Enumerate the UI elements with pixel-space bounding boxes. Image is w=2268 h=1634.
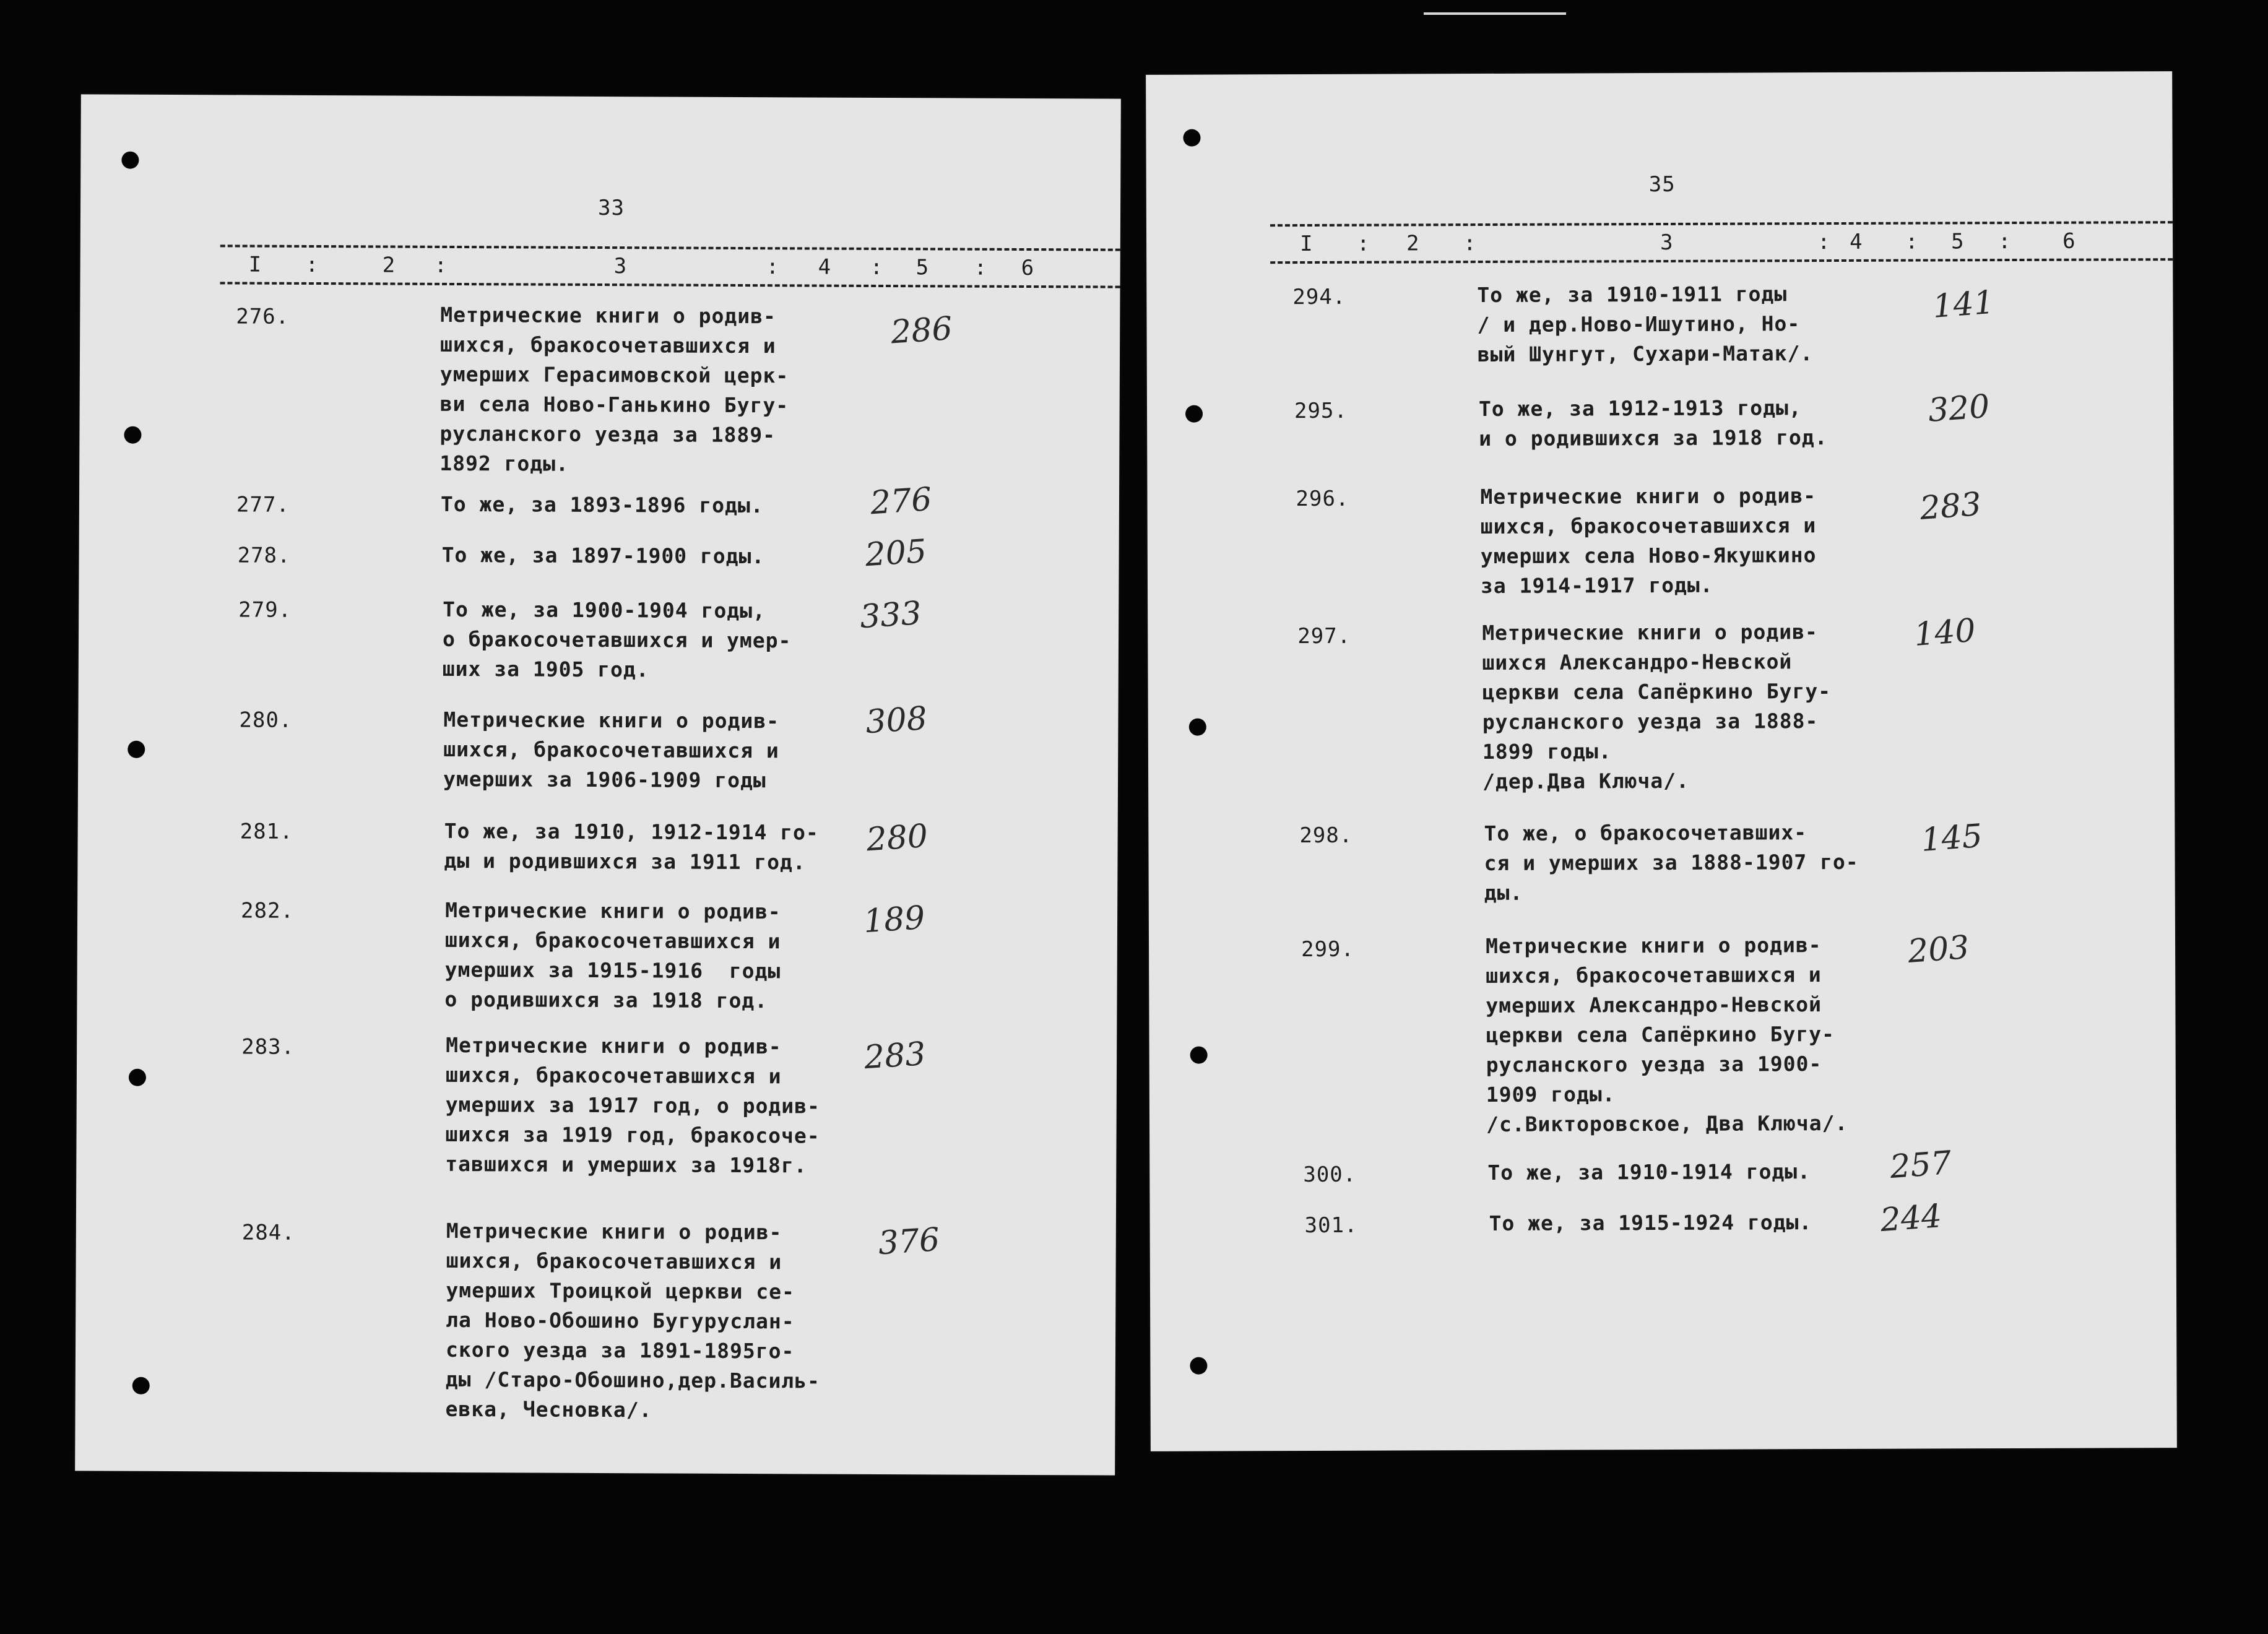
column-header	[80, 240, 1120, 300]
entry-sheet-count: 333	[859, 594, 923, 636]
punch-hole	[1190, 1357, 1207, 1375]
punch-hole	[1183, 129, 1200, 147]
entry-description: Метрические книги о родив- шихся, бракосочетавшихся и умерших села Ново-Якушкино за 1914-1917 годы.	[1480, 483, 1817, 599]
entry-description: То же, за 1910-1914 годы.	[1487, 1159, 1811, 1185]
entry-number: 284.	[241, 1220, 295, 1245]
header-top-rule	[220, 244, 1120, 251]
entry-sheet-count: 283	[863, 1035, 927, 1077]
column-label-6: 6	[1021, 255, 1034, 281]
entry-sheet-count: 140	[1913, 612, 1977, 654]
entry-sheet-count: 286	[889, 310, 954, 352]
entry-description: Метрические книги о родив- шихся, бракосочетавшихся и умерших за 1915-1916 годы о родившихся за 1918 год.	[444, 897, 781, 1013]
column-label-3: 3	[1660, 230, 1673, 256]
entry-sheet-count: 257	[1889, 1144, 1953, 1187]
page-number: 35	[1648, 171, 1676, 197]
entry-number: 296.	[1296, 486, 1349, 512]
entry-number: 295.	[1294, 398, 1348, 424]
header-bottom-rule	[1270, 258, 2173, 264]
entry-number: 276.	[236, 304, 290, 329]
entry-sheet-count: 280	[865, 817, 929, 859]
entry-number: 277.	[236, 492, 290, 517]
column-label-1: I	[1300, 231, 1313, 257]
column-separator: :	[1998, 229, 2011, 254]
column-separator: :	[766, 254, 779, 280]
column-header	[1146, 217, 2173, 277]
entry-number: 281.	[240, 819, 293, 844]
column-label-2: 2	[1406, 231, 1419, 256]
left-page	[75, 94, 1121, 1475]
entry-number: 279.	[238, 597, 292, 623]
entry-description: То же, за 1912-1913 годы, и о родившихся за 1918 год.	[1478, 396, 1828, 451]
entry-sheet-count: 320	[1926, 387, 1991, 430]
column-label-3: 3	[613, 254, 627, 279]
entry-sheet-count: 189	[862, 899, 927, 941]
header-bottom-rule	[220, 282, 1120, 288]
entry-sheet-count: 283	[1918, 485, 1983, 527]
right-page	[1146, 71, 2177, 1451]
entry-number: 278.	[237, 543, 291, 568]
header-top-rule	[1270, 221, 2173, 227]
entry-description: Метрические книги о родив- шихся, бракосочетавшихся и умерших за 1906-1909 годы	[443, 707, 780, 793]
column-label-2: 2	[382, 253, 396, 278]
column-separator: :	[870, 254, 883, 280]
entry-number: 299.	[1301, 936, 1355, 962]
entry-description: Метрические книги о родив- шихся, бракосочетавшихся и умерших Александро-Невской церкви села Сапёркино Бугу- русланского уезда за 1900- 1909 годы. /с.Викторовское, Два Ключа/.	[1485, 933, 1848, 1136]
entry-number: 282.	[241, 898, 295, 923]
entry-sheet-count: 244	[1879, 1198, 1943, 1240]
column-separator: :	[1817, 230, 1830, 255]
entry-description: То же, за 1915-1924 годы.	[1489, 1210, 1812, 1235]
entry-number: 298.	[1299, 823, 1353, 849]
page-number: 33	[597, 195, 625, 221]
entry-sheet-count: 145	[1920, 817, 1984, 859]
entry-description: То же, за 1910-1911 годы / и дер.Ново-Ишутино, Но- вый Шунгут, Сухари-Матак/.	[1477, 282, 1814, 367]
top-edge-scrap	[1424, 0, 1566, 15]
column-label-4: 4	[1850, 229, 1863, 254]
column-label-4: 4	[818, 254, 831, 280]
column-label-5: 5	[915, 255, 929, 280]
column-separator: :	[305, 252, 319, 278]
entry-sheet-count: 276	[869, 480, 933, 522]
entry-description: То же, о бракосочетавших- ся и умерших за 1888-1907 го- ды.	[1484, 820, 1859, 906]
entry-description: То же, за 1893-1896 годы.	[440, 491, 764, 518]
entry-number: 297.	[1297, 623, 1351, 649]
entry-number: 300.	[1303, 1162, 1357, 1188]
entry-description: То же, за 1910, 1912-1914 го- ды и родившихся за 1911 год.	[444, 818, 819, 875]
column-label-6: 6	[2062, 228, 2075, 254]
column-label-1: I	[248, 252, 262, 277]
entry-description: То же, за 1900-1904 годы, о бракосочетавшихся и умер- ших за 1905 год.	[442, 597, 792, 682]
column-separator: :	[1357, 231, 1370, 256]
column-separator: :	[1463, 231, 1476, 256]
entry-sheet-count: 376	[876, 1221, 941, 1263]
entry-sheet-count: 141	[1931, 283, 1996, 326]
punch-hole	[1190, 1047, 1208, 1064]
punch-hole	[129, 1069, 146, 1086]
entry-number: 294.	[1292, 284, 1346, 310]
entry-number: 283.	[241, 1034, 295, 1060]
entry-description: Метрические книги о родив- шихся, бракосочетавшихся и умерших за 1917 год, о родив- шихся за 1919 год, бракосоче- тавшихся и умерших за 1918г.	[445, 1032, 820, 1178]
punch-hole	[124, 426, 141, 444]
entry-sheet-count: 203	[1907, 928, 1971, 970]
punch-hole	[1185, 405, 1203, 423]
entry-description: Метрические книги о родив- шихся, бракосочетавшихся и умерших Герасимовской церк- ви села Ново-Ганькино Бугу- русланского уезда за 1889- 1892 годы.	[439, 302, 789, 476]
entry-sheet-count: 308	[864, 699, 928, 741]
column-separator: :	[974, 255, 987, 280]
punch-hole	[132, 1377, 150, 1394]
punch-hole	[128, 741, 145, 758]
entry-description: То же, за 1897-1900 годы.	[441, 542, 765, 569]
column-label-5: 5	[1951, 229, 1964, 254]
column-separator: :	[1905, 229, 1918, 254]
punch-hole	[121, 152, 139, 169]
entry-number: 301.	[1304, 1213, 1358, 1238]
entry-number: 280.	[239, 707, 293, 733]
column-separator: :	[434, 253, 448, 278]
entry-description: Метрические книги о родив- шихся Александро-Невской церкви села Сапёркино Бугу- русланского уезда за 1888- 1899 годы. /дер.Два Ключа/.	[1482, 620, 1832, 794]
punch-hole	[1189, 719, 1206, 736]
entry-description: Метрические книги о родив- шихся, бракосочетавшихся и умерших Троицкой церкви се- ла Ново-Обошино Бугуруслан- ского уезда за 1891-1895го- ды /Старо-Обошино,дер.Василь- евка, Чесновка/.	[445, 1218, 821, 1422]
entry-sheet-count: 205	[863, 532, 928, 574]
